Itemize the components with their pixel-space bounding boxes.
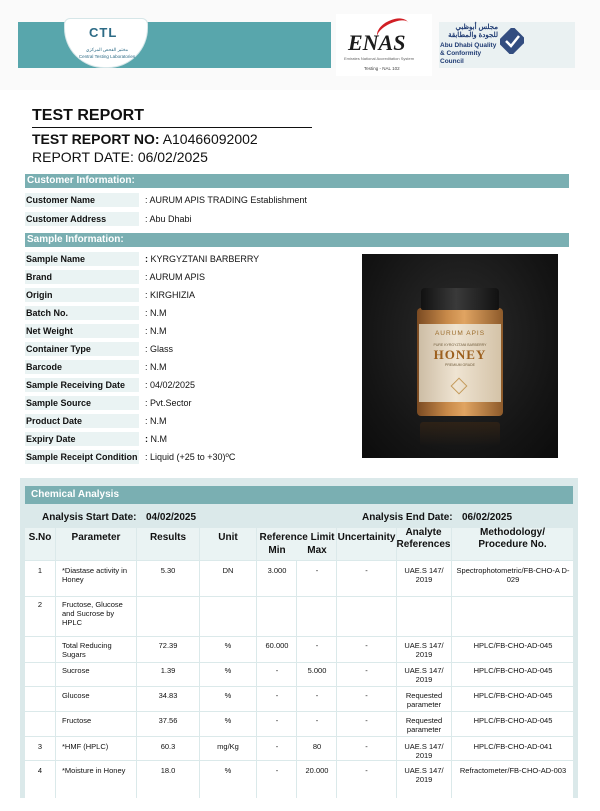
cell-reference: UAE.S 147/ 2019 [404, 641, 444, 659]
cell-reference: UAE.S 147/ 2019 [404, 566, 444, 584]
enas-testing: Testing - NAL 102 [364, 66, 400, 71]
field-value: : N.M [145, 416, 167, 426]
sample-photo [362, 254, 558, 458]
sample-field-row [25, 450, 345, 464]
cell-reference: Requested parameter [405, 691, 443, 709]
cell-reference: UAE.S 147/ 2019 [404, 766, 444, 784]
field-label: Brand [25, 270, 139, 284]
cell-method: Refractometer/FB-CHO-AD-003 [459, 766, 567, 775]
cell-max: 80 [312, 742, 322, 751]
field-value: : AURUM APIS TRADING Establishment [145, 195, 307, 205]
sample-field-row [25, 414, 345, 428]
jar-grade: PREMIUM GRADE [445, 363, 475, 367]
jar-reflection [420, 422, 500, 446]
col-reference-limit: Reference Limit [259, 532, 335, 543]
col-sno: S.No [28, 532, 52, 543]
field-label: Batch No. [25, 306, 139, 320]
cell-method: HPLC/FB-CHO-AD-045 [473, 716, 553, 725]
jar-lid [421, 288, 499, 310]
col-results: Results [149, 532, 187, 543]
row-divider [25, 560, 573, 561]
report-date-label: REPORT DATE: [32, 149, 134, 165]
cell-uncertainty: - [365, 641, 368, 650]
cell-method: Spectrophotometric/FB-CHO-A D-029 [456, 566, 570, 584]
row-divider [25, 636, 573, 637]
cell-unit: % [224, 716, 232, 725]
adqcc-name-ar: مجلس أبوظبي للجودة والمطابقة [448, 24, 498, 39]
field-value: : Abu Dhabi [145, 214, 192, 224]
sample-section-header: Sample Information: [25, 233, 569, 247]
cell-max: 20.000 [305, 766, 329, 775]
report-date-line [32, 149, 208, 165]
cell-parameter: Fructose [62, 716, 92, 725]
cell-parameter: Total Reducing Sugars [62, 641, 112, 659]
col-parameter: Parameter [71, 532, 121, 543]
row-divider [25, 686, 573, 687]
cell-min: 60.000 [265, 641, 289, 650]
analysis-start-label: Analysis Start Date: [42, 512, 137, 523]
cell-max: 5.000 [307, 666, 327, 675]
sample-field-row [25, 252, 345, 266]
cell-result: 18.0 [160, 766, 176, 775]
cell-reference: UAE.S 147/ 2019 [404, 666, 444, 684]
row-divider [25, 760, 573, 761]
cell-result: 1.39 [160, 666, 176, 675]
report-number-line [32, 131, 258, 147]
cell-sno: 3 [37, 742, 43, 751]
sample-field-row [25, 360, 345, 374]
cell-max: - [315, 716, 319, 725]
field-label: Customer Address [25, 212, 139, 226]
field-label: Sample Receiving Date [25, 378, 139, 392]
enas-wordmark: ENAS [348, 30, 406, 55]
cell-parameter: *HMF (HPLC) [62, 742, 109, 751]
customer-address-row [25, 212, 355, 226]
field-label: Expiry Date [25, 432, 139, 446]
cell-method: HPLC/FB-CHO-AD-045 [473, 666, 553, 675]
sample-field-row [25, 270, 345, 284]
analysis-end-label: Analysis End Date: [362, 512, 453, 523]
cell-min: 3.000 [267, 566, 287, 575]
col-uncertainty: Uncertainity [337, 532, 396, 543]
cell-result: 72.39 [158, 641, 178, 650]
cell-result: 34.83 [158, 691, 178, 700]
cell-method: HPLC/FB-CHO-AD-041 [473, 742, 553, 751]
cell-min: - [275, 666, 279, 675]
cell-uncertainty: - [365, 742, 368, 751]
row-divider [25, 662, 573, 663]
cell-unit: mg/Kg [217, 742, 239, 751]
report-number: A10466092002 [162, 131, 258, 147]
cell-uncertainty: - [365, 566, 368, 575]
adqcc-check-icon [500, 28, 524, 54]
sample-field-row [25, 396, 345, 410]
field-value: : N.M [145, 362, 167, 372]
cell-min: - [275, 716, 279, 725]
cell-unit: % [224, 666, 232, 675]
col-analyte-references: Analyte References [396, 527, 451, 550]
cell-min: - [275, 742, 279, 751]
sample-field-row [25, 342, 345, 356]
cell-parameter: Glucose [62, 691, 90, 700]
col-min: Min [268, 545, 286, 556]
row-divider [25, 736, 573, 737]
adqcc-name-en: Abu Dhabi Quality & Conformity Council [440, 42, 497, 65]
field-label: Sample Receipt Condition [26, 452, 138, 462]
field-value: : 04/02/2025 [145, 380, 196, 390]
jar-brand: AURUM APIS [434, 330, 486, 337]
col-max: Max [307, 545, 327, 556]
sample-field-row [25, 306, 345, 320]
ctl-abbr: CTL [89, 25, 118, 40]
analysis-end-date: 06/02/2025 [462, 512, 513, 523]
cell-max: - [315, 566, 319, 575]
cell-max: - [315, 691, 319, 700]
cell-parameter: Fructose, Glucose and Sucrose by HPLC [62, 600, 123, 627]
sample-field-row [25, 432, 345, 446]
customer-section-header: Customer Information: [25, 174, 569, 188]
cell-uncertainty: - [365, 766, 368, 775]
cell-parameter: *Moisture in Honey [62, 766, 126, 775]
field-label: Customer Name [25, 193, 139, 207]
col-divider [55, 528, 56, 798]
honey-jar [417, 288, 503, 416]
hexagon-icon [451, 378, 468, 395]
field-value: : KIRGHIZIA [145, 290, 196, 300]
cell-min: - [275, 691, 279, 700]
cell-max: - [315, 641, 319, 650]
field-value: : N.M [145, 308, 167, 318]
cell-sno: 4 [37, 766, 43, 775]
field-label: Product Date [25, 414, 139, 428]
field-value: : AURUM APIS [145, 272, 206, 282]
sample-field-row [25, 378, 345, 392]
cell-reference: UAE.S 147/ 2019 [404, 742, 444, 760]
cell-unit: % [224, 766, 232, 775]
sample-field-row [25, 288, 345, 302]
analysis-start-date: 04/02/2025 [146, 512, 197, 523]
jar-label [419, 324, 501, 402]
cell-uncertainty: - [365, 691, 368, 700]
field-label: Container Type [25, 342, 139, 356]
ctl-name-en: Central Testing Laboratories [78, 54, 136, 59]
field-label: Sample Source [25, 396, 139, 410]
col-divider [396, 528, 397, 798]
field-label: Origin [25, 288, 139, 302]
sample-field-row [25, 324, 345, 338]
field-value: : N.M [145, 434, 167, 444]
cell-sno: 1 [37, 566, 43, 575]
field-value: : N.M [145, 326, 167, 336]
field-label: Net Weight [25, 324, 139, 338]
cell-uncertainty: - [365, 716, 368, 725]
cell-result: 37.56 [158, 716, 178, 725]
cell-uncertainty: - [365, 666, 368, 675]
field-label: Barcode [25, 360, 139, 374]
col-unit: Unit [218, 532, 238, 543]
chemical-section-header: Chemical Analysis [25, 486, 573, 504]
ctl-name-ar: مختبر الفحص المركزي [85, 47, 129, 52]
jar-product: HONEY [433, 347, 487, 362]
field-label: Sample Name [25, 252, 139, 266]
cell-unit: DN [222, 566, 234, 575]
customer-name-row [25, 193, 355, 207]
enas-logo [336, 14, 432, 76]
report-date: 06/02/2025 [137, 149, 208, 165]
field-value: : Pvt.Sector [145, 398, 192, 408]
field-value: : Liquid (+25 to +30)ºC [145, 452, 236, 462]
row-divider [25, 596, 573, 597]
title-underline [32, 127, 312, 128]
cell-result: 5.30 [160, 566, 176, 575]
cell-unit: % [224, 691, 232, 700]
expiry-value: N.M [150, 434, 167, 444]
col-divider [451, 528, 452, 798]
field-value: : KYRGYZTANI BARBERRY [145, 254, 260, 264]
col-methodology: Methodology/ Procedure No. [478, 527, 547, 550]
field-value: : Glass [145, 344, 174, 354]
cell-min: - [275, 766, 279, 775]
row-divider [25, 711, 573, 712]
cell-unit: % [224, 641, 232, 650]
cell-method: HPLC/FB-CHO-AD-045 [473, 691, 553, 700]
cell-reference: Requested parameter [405, 716, 443, 734]
cell-parameter: Sucrose [62, 666, 90, 675]
cell-parameter: *Diastase activity in Honey [62, 566, 128, 584]
jar-line: PURE KYRGYZTANI BARBERRY [433, 343, 487, 347]
cell-sno: 2 [37, 600, 43, 609]
cell-method: HPLC/FB-CHO-AD-045 [473, 641, 553, 650]
cell-result: 60.3 [160, 742, 176, 751]
report-number-label: TEST REPORT NO: [32, 131, 160, 147]
report-title: TEST REPORT [32, 107, 145, 124]
enas-subtitle: Emirates National Accreditation System [344, 56, 415, 61]
sample-name-value: KYRGYZTANI BARBERRY [150, 254, 260, 264]
